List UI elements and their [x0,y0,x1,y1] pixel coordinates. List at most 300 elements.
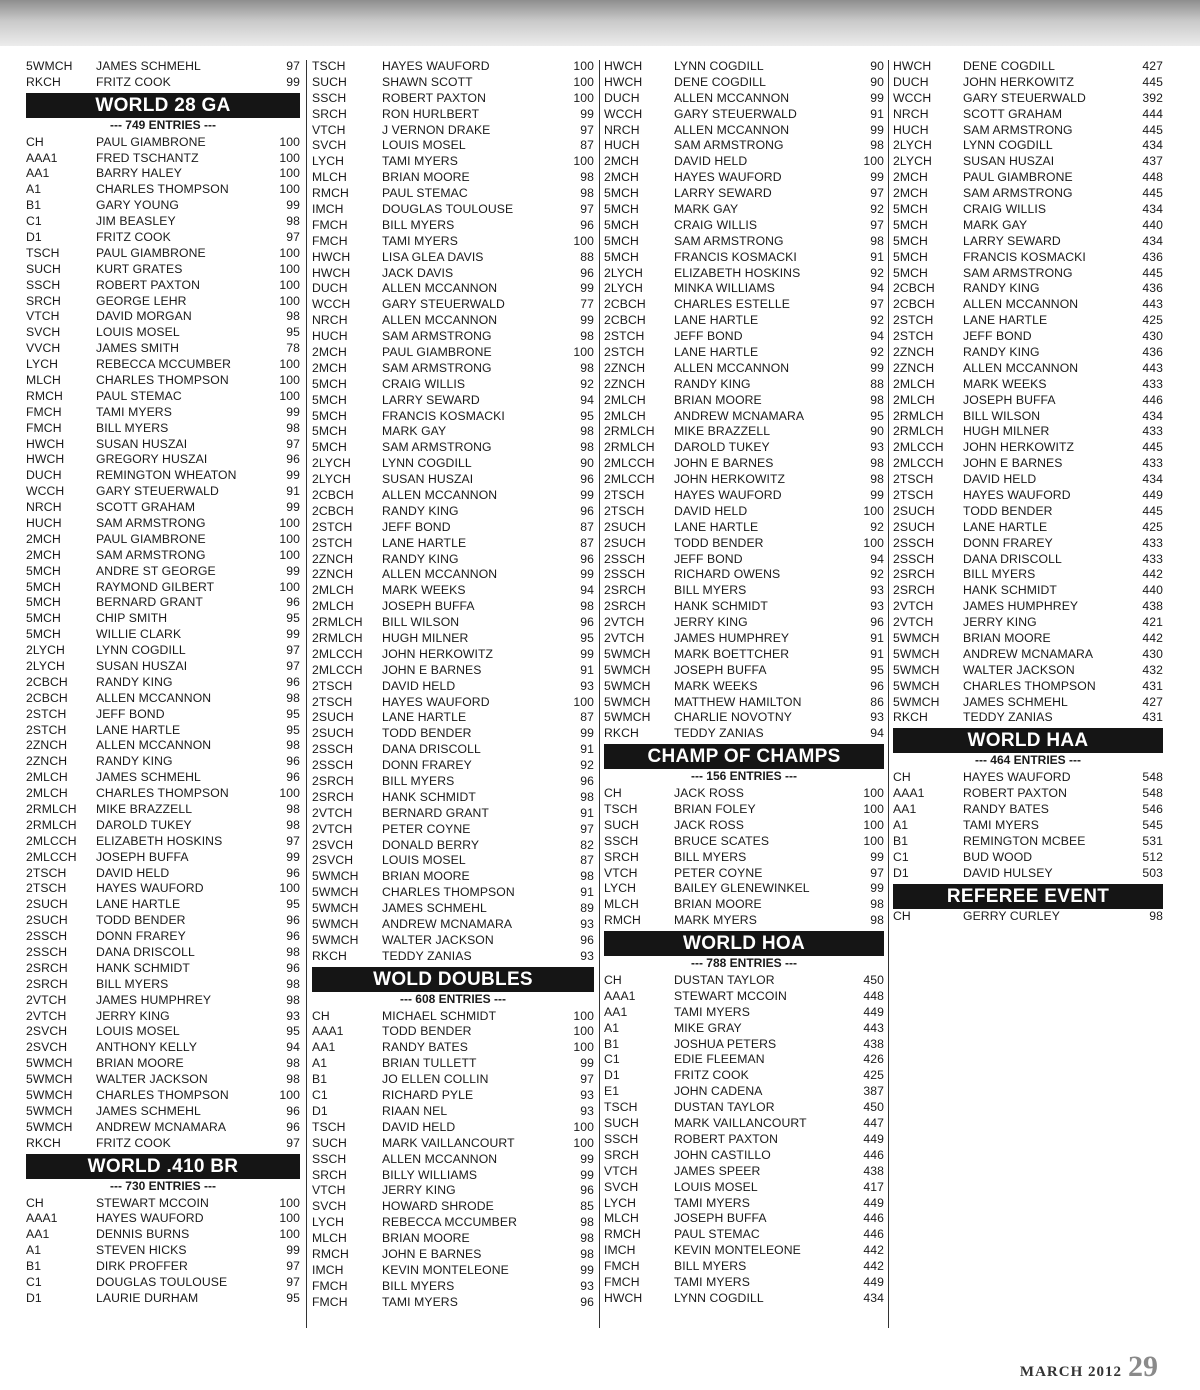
score: 98 [870,472,884,487]
class-code: 5WMCH [312,932,359,947]
shooter-name: TAMI MYERS [96,404,172,419]
class-code: 5MCH [312,408,347,423]
shooter-name: HAYES WAUFORD [382,694,490,709]
shooter-name: BILL MYERS [382,217,455,232]
shooter-name: RICHARD OWENS [674,567,781,582]
result-row [893,646,1163,662]
score: 100 [279,1211,300,1226]
result-row [893,360,1163,376]
shooter-name: DIRK PROFFER [96,1259,188,1274]
result-row [893,58,1163,74]
score: 438 [863,1163,884,1178]
class-code: 5WMCH [893,662,940,677]
class-code: 2SVCH [26,1024,68,1039]
shooter-name: REBECCA MCCUMBER [96,357,232,372]
class-code: B1 [604,1036,620,1051]
score: 87 [580,710,594,725]
shooter-name: ALLEN MCCANNON [382,281,498,296]
shooter-name: LARRY SEWARD [382,392,480,407]
score: 436 [1142,281,1163,296]
shooter-name: SAM ARMSTRONG [382,360,492,375]
score: 99 [286,1243,300,1258]
score: 92 [870,344,884,359]
shooter-name: JEFF BOND [382,519,451,534]
result-row [604,1226,884,1242]
shooter-name: ELIZABETH HOSKINS [674,265,801,280]
class-code: 5WMCH [26,1056,73,1071]
score: 97 [286,1259,300,1274]
score: 88 [870,376,884,391]
shooter-name: KURT GRATES [96,261,183,276]
shooter-name: BILL MYERS [96,420,169,435]
result-row [893,423,1163,439]
class-code: HWCH [604,1290,643,1305]
result-row [312,328,594,344]
shooter-name: TODD BENDER [382,726,472,741]
score: 95 [286,1024,300,1039]
class-code: 2ZNCH [893,360,935,375]
class-code: C1 [26,214,42,229]
shooter-name: DONN FRAREY [963,535,1053,550]
score: 425 [863,1068,884,1083]
class-code: CH [604,786,622,801]
result-row [604,630,884,646]
shooter-name: RANDY KING [96,754,173,769]
shooter-name: SAM ARMSTRONG [382,440,492,455]
result-row [26,420,300,436]
result-row [893,662,1163,678]
score: 96 [286,913,300,928]
shooter-name: CRAIG WILLIS [963,201,1047,216]
result-row [604,662,884,678]
class-code: RMCH [26,388,63,403]
class-code: 2SVCH [26,1040,68,1055]
result-row [604,582,884,598]
result-row [893,392,1163,408]
result-row [604,1115,884,1131]
results-column-4 [893,58,1163,924]
shooter-name: LARRY SEWARD [674,186,772,201]
result-row [26,372,300,388]
result-row [893,185,1163,201]
score: 434 [1142,138,1163,153]
shooter-name: JAMES SCHMEHL [96,770,201,785]
score: 88 [580,249,594,264]
result-row [604,376,884,392]
shooter-name: JOHN E BARNES [674,456,774,471]
shooter-name: EDIE FLEEMAN [674,1052,765,1067]
score: 100 [573,694,594,709]
shooter-name: HAYES WAUFORD [96,1211,204,1226]
class-code: 2SSCH [312,758,354,773]
result-row [893,909,1163,925]
result-row [26,74,300,90]
result-row [893,535,1163,551]
shooter-name: RICHARD PYLE [382,1088,474,1103]
result-row [312,853,594,869]
shooter-name: MARK VAILLANCOURT [674,1116,807,1131]
result-row [26,1071,300,1087]
score: 99 [286,563,300,578]
score: 100 [573,1008,594,1023]
shooter-name: JOHN CASTILLO [674,1147,771,1162]
shooter-name: BRUCE SCATES [674,833,770,848]
score: 93 [870,440,884,455]
shooter-name: RANDY KING [96,674,173,689]
score: 98 [580,789,594,804]
result-row [604,535,884,551]
shooter-name: JOSEPH BUFFA [96,849,189,864]
score: 99 [870,881,884,896]
score: 100 [279,1195,300,1210]
class-code: 2MLCCH [893,440,944,455]
score: 96 [286,929,300,944]
result-row [26,1119,300,1135]
result-row [26,706,300,722]
class-code: WCCH [26,484,65,499]
class-code: 5WMCH [26,1119,73,1134]
score: 99 [580,1262,594,1277]
class-code: 5MCH [26,579,61,594]
event-header: WORLD HAA [893,728,1163,753]
shooter-name: JOSEPH BUFFA [674,1211,767,1226]
score: 90 [870,74,884,89]
result-row [312,1278,594,1294]
score: 98 [286,802,300,817]
shooter-name: FRANCIS KOSMACKI [963,249,1086,264]
class-code: 2MLCH [312,599,354,614]
class-code: TSCH [604,1100,638,1115]
shooter-name: LISA GLEA DAVIS [382,249,484,264]
score: 78 [286,341,300,356]
result-row [893,296,1163,312]
score: 432 [1142,662,1163,677]
class-code: 2SRCH [604,599,646,614]
result-row [893,785,1163,801]
result-row [312,1182,594,1198]
score: 546 [1142,802,1163,817]
shooter-name: LAURIE DURHAM [96,1290,199,1305]
shooter-name: FRITZ COOK [96,1135,171,1150]
class-code: TSCH [312,1119,346,1134]
class-code: A1 [604,1020,620,1035]
score: 92 [870,567,884,582]
score: 427 [1142,694,1163,709]
score: 95 [286,325,300,340]
result-row [312,280,594,296]
class-code: MLCH [312,1231,347,1246]
entries-count: --- 608 ENTRIES --- [399,991,506,1006]
result-row [604,678,884,694]
class-code: 5MCH [312,392,347,407]
score: 445 [1142,122,1163,137]
result-row [26,579,300,595]
page-footer [1020,1350,1158,1384]
result-row [312,710,594,726]
class-code: VTCH [26,309,60,324]
result-row [604,896,884,912]
result-row [312,1262,594,1278]
shooter-name: PAUL GIAMBRONE [382,344,492,359]
result-row [26,738,300,754]
result-row [312,884,594,900]
class-code: AAA1 [26,1211,58,1226]
score: 99 [870,170,884,185]
score: 100 [279,388,300,403]
class-code: 2LYCH [604,265,643,280]
class-code: AA1 [26,166,50,181]
column-divider [306,60,307,1328]
result-row [312,630,594,646]
score: 447 [863,1116,884,1131]
score: 434 [1142,472,1163,487]
shooter-name: ALLEN MCCANNON [674,360,790,375]
score: 99 [870,487,884,502]
result-row [312,1167,594,1183]
score: 93 [580,1088,594,1103]
class-code: AA1 [312,1040,336,1055]
shooter-name: ALLEN MCCANNON [96,738,212,753]
score: 442 [1142,631,1163,645]
class-code: 2LYCH [312,472,351,487]
score: 93 [870,599,884,614]
class-code: 5MCH [893,233,928,248]
result-row [26,245,300,261]
class-code: 2RMLCH [893,408,944,423]
result-row [312,265,594,281]
class-code: C1 [604,1052,620,1067]
result-row [893,487,1163,503]
result-row [893,630,1163,646]
score: 434 [1142,408,1163,423]
class-code: 2SUCH [312,710,354,725]
score: 438 [1142,599,1163,614]
score: 100 [279,1227,300,1242]
class-code: 2SSCH [893,551,935,566]
score: 100 [863,154,884,169]
result-row [312,837,594,853]
result-row [312,551,594,567]
score: 503 [1142,865,1163,880]
score: 98 [870,456,884,471]
class-code: D1 [604,1068,620,1083]
class-code: 2RMLCH [604,424,655,439]
class-code: TSCH [312,58,346,73]
shooter-name: TAMI MYERS [674,1274,750,1289]
score: 96 [286,452,300,467]
class-code: IMCH [604,1243,636,1258]
score: 100 [279,515,300,530]
score: 97 [870,865,884,880]
shooter-name: HUGH MILNER [963,424,1050,439]
shooter-name: MARK WEEKS [674,678,758,693]
shooter-name: BRIAN MOORE [96,1056,184,1071]
result-row [604,1179,884,1195]
score: 425 [1142,313,1163,328]
result-row [893,710,1163,726]
result-row [604,201,884,217]
result-row [893,106,1163,122]
class-code: RMCH [604,913,641,928]
class-code: 5MCH [312,424,347,439]
results-column-2 [312,58,594,1310]
score: 94 [580,392,594,407]
result-row [893,519,1163,535]
shooter-name: FRANCIS KOSMACKI [674,249,797,264]
result-row [604,408,884,424]
result-row [312,376,594,392]
result-row [26,1055,300,1071]
class-code: 2MCH [604,154,639,169]
score: 449 [863,1274,884,1289]
score: 98 [286,738,300,753]
class-code: 2SRCH [312,789,354,804]
result-row [26,213,300,229]
result-row [604,912,884,928]
result-row [312,757,594,773]
class-code: AAA1 [893,786,925,801]
shooter-name: RANDY KING [382,503,459,518]
result-row [312,805,594,821]
score: 387 [863,1084,884,1099]
result-row [26,626,300,642]
score: 97 [286,436,300,451]
score: 425 [1142,519,1163,534]
shooter-name: LARRY SEWARD [963,233,1061,248]
result-row [26,293,300,309]
shooter-name: CHARLES THOMPSON [96,182,229,197]
score: 96 [580,503,594,518]
class-code: 2MCH [893,170,928,185]
result-row [26,563,300,579]
score: 87 [580,519,594,534]
result-row [26,277,300,293]
shooter-name: DOUGLAS TOULOUSE [96,1274,228,1289]
result-row [312,1087,594,1103]
shooter-name: SUSAN HUSZAI [96,436,188,451]
result-row [26,928,300,944]
shooter-name: RANDY BATES [963,802,1049,817]
result-row [893,817,1163,833]
result-row [312,725,594,741]
shooter-name: ALLEN MCCANNON [674,122,790,137]
shooter-name: DAVID HELD [382,678,456,693]
class-code: FMCH [26,404,62,419]
class-code: 5MCH [604,186,639,201]
class-code: 2TSCH [26,881,67,896]
result-row [893,455,1163,471]
score: 512 [1142,849,1163,864]
event-header: WORLD HOA [604,931,884,956]
result-row [604,153,884,169]
class-code: 2ZNCH [312,567,354,582]
result-row [26,1195,300,1211]
result-row [604,487,884,503]
result-row [604,1036,884,1052]
score: 95 [580,631,594,645]
class-code: 2MLCH [26,770,68,785]
shooter-name: FRITZ COOK [674,1068,749,1083]
score: 442 [863,1243,884,1258]
result-row [26,1258,300,1274]
class-code: 2VTCH [604,615,645,630]
result-row [312,217,594,233]
shooter-name: DAVID HELD [382,1119,456,1134]
score: 98 [286,945,300,960]
result-row [26,483,300,499]
class-code: CH [893,909,911,924]
shooter-name: SAM ARMSTRONG [674,233,784,248]
score: 445 [1142,265,1163,280]
result-row [26,1274,300,1290]
result-row [312,948,594,964]
result-row [26,436,300,452]
result-row [604,988,884,1004]
result-row [604,710,884,726]
class-code: C1 [312,1088,328,1103]
score: 545 [1142,817,1163,832]
score: 93 [580,1103,594,1118]
class-code: TSCH [26,245,60,260]
shooter-name: LYNN COGDILL [963,138,1053,153]
shooter-name: WILLIE CLARK [96,627,182,642]
result-row [893,376,1163,392]
result-row [26,531,300,547]
score: 91 [870,106,884,121]
result-row [26,1087,300,1103]
class-code: 2LYCH [893,138,932,153]
result-row [312,471,594,487]
result-row [26,1024,300,1040]
shooter-name: SHAWN SCOTT [382,74,473,89]
shooter-name: TODD BENDER [674,535,764,550]
result-row [604,1195,884,1211]
class-code: 5MCH [312,440,347,455]
shooter-name: DENNIS BURNS [96,1227,190,1242]
shooter-name: JEFF BOND [963,329,1032,344]
shooter-name: PAUL STEMAC [96,388,182,403]
shooter-name: TAMI MYERS [382,233,458,248]
result-row [26,849,300,865]
class-code: HWCH [893,58,932,73]
class-code: 2VTCH [893,599,934,614]
class-code: A1 [26,1243,42,1258]
shooter-name: HAYES WAUFORD [674,487,782,502]
score: 446 [863,1211,884,1226]
class-code: 5MCH [604,201,639,216]
result-row [312,392,594,408]
result-row [604,328,884,344]
score: 100 [863,817,884,832]
class-code: FMCH [312,1294,348,1309]
result-row [312,122,594,138]
class-code: 2LYCH [604,281,643,296]
class-code: SSCH [604,1131,639,1146]
result-row [312,487,594,503]
result-row [26,769,300,785]
score: 430 [1142,329,1163,344]
class-code: 2STCH [26,706,67,721]
class-code: RKCH [312,948,347,963]
shooter-name: JERRY KING [96,1008,170,1023]
class-code: SRCH [604,1147,639,1162]
class-code: 5WMCH [604,662,651,677]
class-code: SVCH [604,1179,639,1194]
class-code: DUCH [312,281,348,296]
class-code: 2MLCH [312,583,354,598]
shooter-name: HUGH MILNER [382,631,469,645]
class-code: NRCH [604,122,640,137]
